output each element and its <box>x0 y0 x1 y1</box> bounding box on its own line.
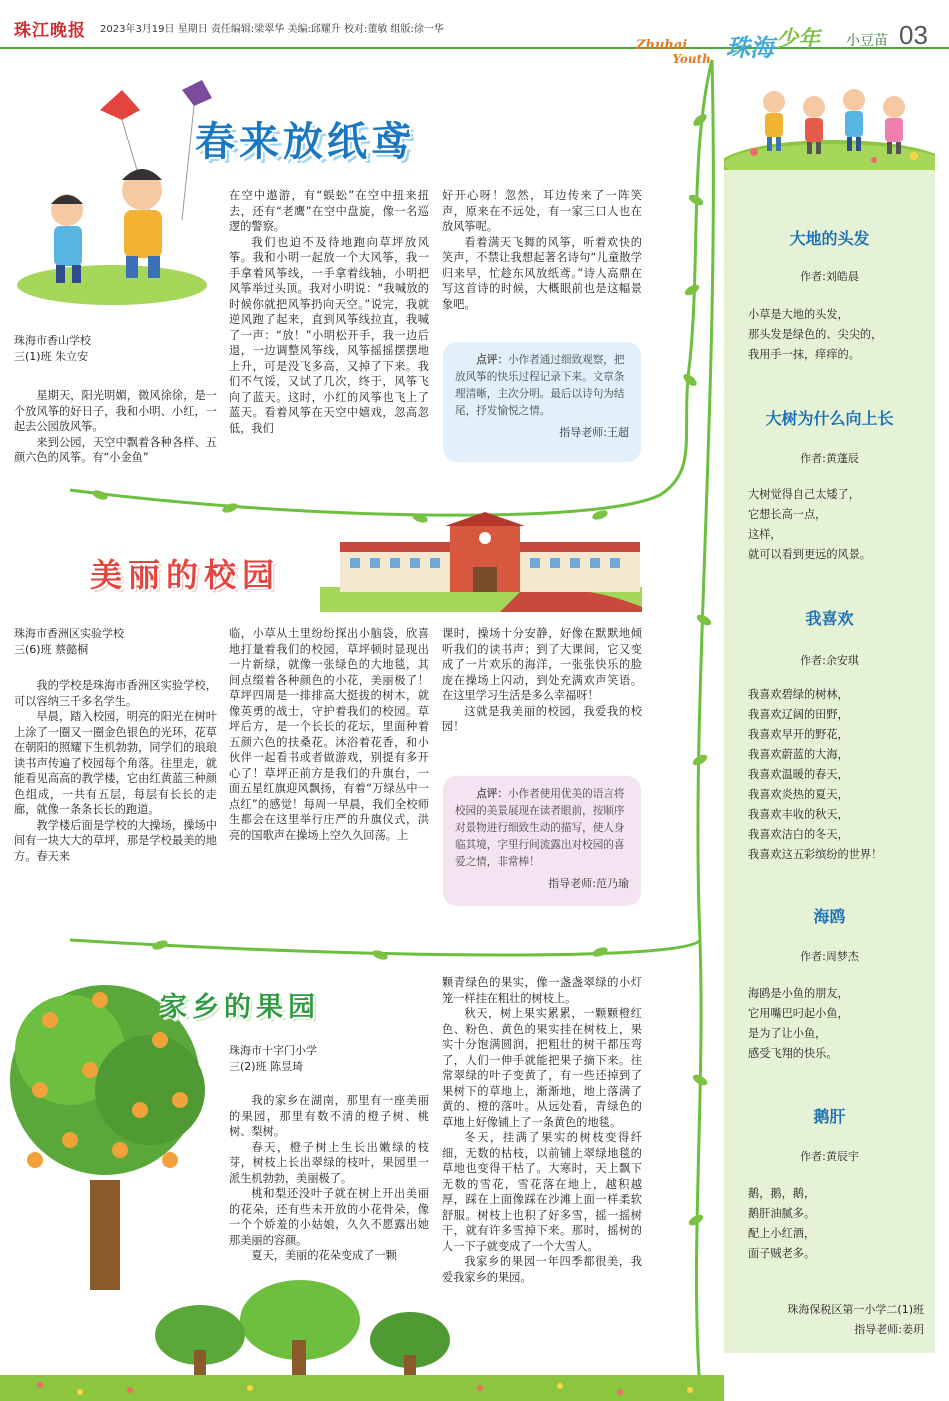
poem-line: 鹅，鹅，鹅， <box>748 1187 816 1200</box>
comment-label: 点评： <box>476 354 508 366</box>
poem-line: 面子贼老多。 <box>748 1247 816 1260</box>
poem-line: 我喜欢碧绿的树林， <box>748 688 849 701</box>
paragraph: 夏天，美丽的花朵变成了一颗 <box>251 1249 397 1262</box>
poem-line: 我喜欢蔚蓝的大海， <box>748 748 849 761</box>
poem-line: 我喜欢炎热的夏天， <box>748 788 849 801</box>
comment-text <box>455 786 629 871</box>
article-3-author: 三(2)班 陈昱琦 <box>229 1060 304 1073</box>
masthead: 珠江晚报 <box>14 21 86 41</box>
kite-illustration <box>12 70 212 310</box>
poem-3-body <box>748 685 882 865</box>
comment-teacher: 指导老师:王超 <box>559 426 629 439</box>
poem-line: 就可以看到更远的风景。 <box>748 548 872 561</box>
poem-line: 我喜欢丰收的秋天， <box>748 808 849 821</box>
poem-5-body <box>748 1184 815 1264</box>
article-1-col-2 <box>229 188 429 436</box>
article-2-comment <box>443 776 641 906</box>
article-2-byline <box>14 626 214 658</box>
boy-icon <box>122 169 162 278</box>
article-1-col-1 <box>14 388 217 466</box>
poem-line: 我喜欢早开的野花， <box>748 728 849 741</box>
paragraph: 秋天，树上果实累累，一颗颗橙红色、粉色、黄色的果实挂在树枝上，果实十分饱满圆润，把粗壮的树干都压弯了，人们一伸手就能把果子摘下来。往常翠绿的叶子变黄了，有一些还掉到了果树下的草地上，渐渐地，地上落满了黄的、橙的落叶。从远处看，青绿色的草地上好像铺上了一条黄色的地毯。 <box>442 1007 642 1129</box>
article-1-byline <box>14 333 214 365</box>
poem-2-title: 大树为什么向上长 <box>765 409 894 428</box>
paragraph: 在空中遨游，有“蜈蚣”在空中扭来扭去，还有“老鹰”在空中盘旋，像一名巡逻的警察。 <box>229 189 429 233</box>
article-3-school: 珠海市十字门小学 <box>229 1044 317 1057</box>
poem-line: 感受飞翔的快乐。 <box>748 1047 838 1060</box>
poem-line: 它用嘴巴叼起小鱼， <box>748 1007 849 1020</box>
poem-line: 那头发是绿色的、尖尖的， <box>748 328 883 341</box>
paragraph: 我家乡的果园一年四季都很美，我爱我家乡的果园。 <box>442 1255 642 1284</box>
article-3-title: 家乡的果园 <box>160 992 320 1023</box>
brand-en-2: Youth <box>672 52 711 66</box>
article-2-col-2 <box>229 626 429 843</box>
sidebar-footer <box>724 1300 924 1340</box>
sidebar-school: 珠海保税区第一小学二(1)班 <box>787 1303 924 1316</box>
paragraph: 冬天，挂满了果实的树枝变得纤细，无数的枯枝，以前铺上翠绿地毯的草地也变得干枯了。大寒时，天上飘下无数的雪花，雪花落在地上，越积越厚，踩在上面像踩在沙滩上面一样柔软舒服。树枝上也积了好多雪，摇一摇树干，就有许多雪掉下来。那时，摇树的人一下子就变成了一个大雪人。 <box>442 1131 642 1253</box>
paragraph: 课时，操场十分安静，好像在默默地倾听我们的读书声；到了大课间，它又变成了一片欢乐的海洋，一张张快乐的脸庞在操场上闪动，到处充满欢声笑语。在这里学习生活是多么幸福呀！ <box>442 627 642 702</box>
paragraph: 看着满天飞舞的风筝，听着欢快的笑声，不禁让我想起著名诗句“儿童散学归来早，忙趁东风放纸鸢。”诗人高鼎在写这首诗的时候，大概眼前也是这幅景象吧。 <box>442 235 642 311</box>
article-1-author: 三(1)班 朱立安 <box>14 350 89 363</box>
poem-4-body <box>748 984 849 1064</box>
poem-line: 它想长高一点， <box>748 508 827 521</box>
paragraph: 我的家乡在湖南，那里有一座美丽的果园，那里有数不清的橙子树、桃树、梨树。 <box>229 1094 429 1138</box>
poem-3-title: 我喜欢 <box>805 609 854 628</box>
kite-icon-2 <box>182 80 212 106</box>
poem-line: 我用手一抹，痒痒的。 <box>748 348 860 361</box>
article-2-col-1 <box>14 678 217 864</box>
paragraph: 桃和梨还没叶子就在树上开出美丽的花朵，还有些未开放的小花骨朵，像一个个娇羞的小姑娘，久久不愿露出她那美丽的容颜。 <box>229 1187 429 1247</box>
poem-5-author: 作者:黄辰宇 <box>800 1150 859 1163</box>
section-name: 小豆苗 <box>846 33 888 49</box>
sidebar-teacher: 指导老师:姜玥 <box>854 1323 924 1336</box>
article-1-comment <box>443 342 641 462</box>
comment-label: 点评： <box>476 788 508 800</box>
article-2-title: 美丽的校园 <box>90 556 281 594</box>
paragraph: 颗青绿色的果实，像一盏盏翠绿的小灯笼一样挂在粗壮的树枝上。 <box>442 976 642 1005</box>
poem-line: 小草是大地的头发， <box>748 308 849 321</box>
issue-info: 2023年3月19日 星期日 责任编辑:梁翠华 美编:邱耀升 校对:董敏 组版:徐一华 <box>100 24 444 35</box>
article-3-byline <box>229 1043 429 1075</box>
paragraph: 我的学校是珠海市香洲区实验学校，可以容纳三千多名学生。 <box>14 679 217 708</box>
poem-line: 我喜欢辽阔的田野， <box>748 708 849 721</box>
page-number: 03 <box>899 20 928 50</box>
poem-line: 我喜欢洁白的冬天， <box>748 828 849 841</box>
article-2-col-3 <box>442 626 642 735</box>
poem-2-author: 作者:黄蓬辰 <box>800 452 859 465</box>
poem-3-author: 作者:余安琪 <box>800 654 859 667</box>
brand-cn-2: 少年 <box>776 27 821 52</box>
paragraph: 星期天，阳光明媚，微风徐徐，是一个放风筝的好日子，我和小明、小红，一起去公园放风筝。 <box>14 389 217 433</box>
article-2-school: 珠海市香洲区实验学校 <box>14 627 124 640</box>
poem-line: 这样， <box>748 528 782 541</box>
poem-4-author: 作者:周梦杰 <box>800 950 859 963</box>
poem-line: 配上小红酒， <box>748 1227 816 1240</box>
kite-icon <box>100 90 140 120</box>
poem-5-title: 鹅肝 <box>813 1107 846 1126</box>
paragraph: 这就是我美丽的校园，我爱我的校园！ <box>442 704 642 733</box>
paragraph: 早晨，踏入校园，明亮的阳光在树叶上涂了一圈又一圈金色银色的光环，花草在朝阳的照耀下生机勃勃，同学们的琅琅读书声传遍了校园每个角落。往里走，就能看见高高的教学楼，它由红黄蓝三种颜色组成，一共有五层，每层有长长的走廊，就像一条条长长的跑道。 <box>14 710 217 816</box>
poem-1-body <box>748 305 882 365</box>
comment-body: 小作者通过细致观察，把放风筝的快乐过程记录下来。文章条理清晰，主次分明。最后以诗句为结尾，抒发愉悦之情。 <box>455 354 625 417</box>
article-1-title: 春来放纸鸢 <box>195 119 415 165</box>
paragraph: 教学楼后面是学校的大操场，操场中间有一块大大的草坪，那是学校最美的地方。春天来 <box>14 818 217 863</box>
poem-line: 鹅肝油腻多。 <box>748 1207 816 1220</box>
poem-line: 我喜欢这五彩缤纷的世界！ <box>748 848 883 861</box>
article-3-col-3 <box>442 975 642 1285</box>
comment-body: 小作者使用优美的语言将校园的美景展现在读者眼前，按顺序对景物进行细致生动的描写，使人身临其境，字里行间流露出对校园的喜爱之情，非常棒！ <box>455 788 625 868</box>
landscape-illustration <box>0 1260 724 1401</box>
poem-2-body <box>748 485 871 565</box>
article-1-school: 珠海市香山学校 <box>14 334 91 347</box>
poem-1-author: 作者:刘皓晨 <box>800 270 859 283</box>
paragraph: 来到公园，天空中飘着各种各样、五颜六色的风筝。有“小金鱼” <box>14 435 217 464</box>
brand-cn-1: 珠海 <box>726 34 774 62</box>
article-2-author: 三(6)班 蔡懿桐 <box>14 643 89 656</box>
poem-line: 海鸥是小鱼的朋友， <box>748 987 849 1000</box>
poem-line: 大树觉得自己太矮了， <box>748 488 860 501</box>
brand-en-1: Zhuhai <box>636 38 688 53</box>
school-illustration <box>320 512 642 612</box>
poem-line: 我喜欢温暖的春天， <box>748 768 849 781</box>
comment-text <box>455 352 629 420</box>
comment-teacher: 指导老师:范乃瑜 <box>548 877 629 890</box>
article-3-col-2 <box>229 1093 429 1264</box>
poem-4-title: 海鸥 <box>813 907 846 926</box>
article-1-col-3 <box>442 188 642 312</box>
paragraph: 好开心呀！忽然，耳边传来了一阵笑声，原来在不远处，有一家三口人也在放风筝呢。 <box>442 189 642 233</box>
poem-1-title: 大地的头发 <box>789 229 870 248</box>
poem-line: 是为了让小鱼， <box>748 1027 827 1040</box>
paragraph: 临，小草从土里纷纷探出小脑袋，欣喜地打量着我们的校园，草坪顿时显现出一片新绿，就像一张绿色的大地毯，其间点缀着各种颜色的小花，美丽极了！草坪四周是一排排高大挺拔的树木，就像英勇的战士，守护着我们的校园。草坪后方，是一个长长的花坛，里面种着五颜六色的扶桑花。沐浴着花香，和小伙伴一起看书或者做游戏，别提有多开心了！草坪正前方是我们的升旗台，一面五星红旗迎风飘扬，有着“万绿丛中一点红”的感觉！每周一早晨，我们全校师生都会在这里举行庄严的升旗仪式，洪亮的国歌声在操场上空久久回荡。上 <box>229 627 429 842</box>
paragraph: 我们也迫不及待地跑向草坪放风筝。我和小明一起放一个大风筝，我一手拿着风筝线，一手拿着线轴，小明把风筝举过头顶。我对小明说：“我喊放的时候你就把风筝扔向天空。”说完，我就逆风跑了起来，直到风筝线拉直，我喊了一声：“放！”小明松开手，我一边后退，一边调整风筝线，风筝摇摇摆摆地上升，可是没飞多高，又掉了下来。我们不气馁，又试了几次，终于，风筝飞向了蓝天。这时，小红的风筝也飞上了蓝天。看着风筝在天空中嬉戏，忽高忽低，我们 <box>229 235 429 435</box>
paragraph: 春天，橙子树上生长出嫩绿的枝芽，树枝上长出翠绿的枝叶，果园里一派生机勃勃，美丽极了。 <box>229 1140 429 1185</box>
